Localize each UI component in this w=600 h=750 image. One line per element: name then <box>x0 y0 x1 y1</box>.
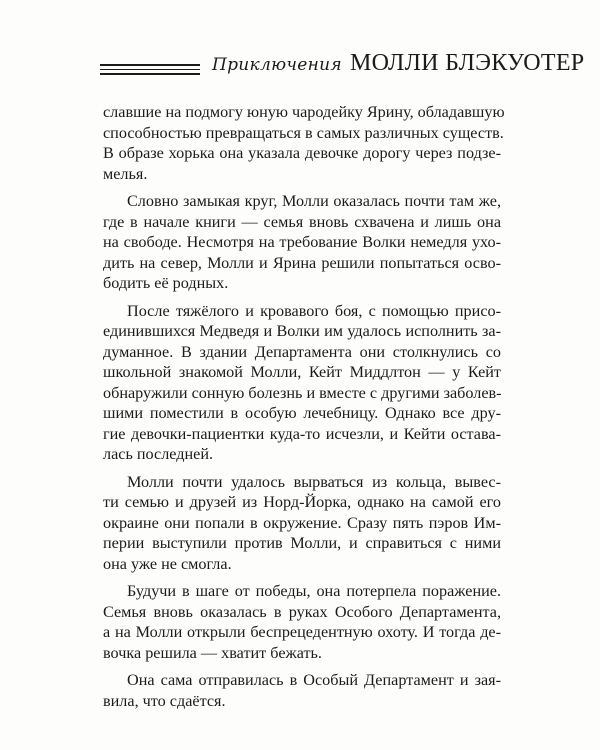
text-line: она уже не смогла. <box>103 554 232 573</box>
page-body <box>103 102 505 718</box>
text-line: школьной знакомой Молли, Кейт Миддлтон — у Кейт <box>103 363 501 381</box>
text-line: После тяжёлого и кровавого боя, с помощью присо- <box>127 301 501 320</box>
text-line: единившихся Медведя и Волки им удалось исполнить за- <box>103 322 501 340</box>
text-line: способностью превращаться в самых различных существ. <box>103 123 504 142</box>
text-line: славшие на подмогу юную чародейку Ярину, обладавшую <box>103 103 505 121</box>
text-line: дить на север, Молли и Ярина решили попытаться осво- <box>103 253 501 272</box>
running-header <box>100 50 585 84</box>
text-line: обнаружили сонную болезнь и вместе с другими заболев- <box>103 383 502 402</box>
text-line: Семья вновь оказалась в руках Особого Департамента, <box>103 602 501 621</box>
text-line: В образе хорька она указала девочке дорогу через подзе- <box>103 144 501 162</box>
paragraph <box>103 670 501 711</box>
book-title: МОЛЛИ БЛЭКУОТЕР <box>349 50 585 76</box>
paragraph <box>103 581 501 663</box>
paragraph <box>103 102 505 184</box>
text-line: мелья. <box>103 164 148 183</box>
text-line: думанное. В здании Департамента они столкнулись со <box>103 342 501 361</box>
text-line: шими поместили в особую лечебницу. Однако все дру- <box>103 404 501 422</box>
text-line: окраине они попали в окружение. Сразу пять пэров Им- <box>103 513 501 532</box>
header-rule <box>100 69 200 71</box>
text-line: Она сама отправилась в Особый Департамент и зая- <box>127 671 501 689</box>
header-title <box>212 50 584 77</box>
header-rules <box>100 64 200 75</box>
header-rule <box>100 73 200 75</box>
text-line: а на Молли открыли беспрецедентную охоту. И тогда де- <box>103 623 501 641</box>
text-line: Будучи в шаге от победы, она потерпела поражение. <box>127 582 501 600</box>
text-line: Словно замыкая круг, Молли оказалась почти там же, <box>127 192 501 210</box>
paragraph <box>103 191 501 294</box>
text-line: вочка решила — хватит бежать. <box>103 643 322 662</box>
text-line: где в начале книги — семья вновь схвачена и лишь она <box>103 212 501 231</box>
text-line: бодить её родных. <box>103 274 229 292</box>
series-name: Приключения <box>212 55 342 75</box>
header-rule <box>100 64 200 66</box>
text-line: лась последней. <box>103 445 214 463</box>
text-line: на свободе. Несмотря на требование Волки немедля ухо- <box>103 233 501 251</box>
text-line: перии выступили против Молли, и справиться с ними <box>103 534 501 552</box>
text-line: Молли почти удалось вырваться из кольца, вывес- <box>127 472 501 491</box>
text-line: гие девочки-пациентки куда-то исчезли, и Кейти остава- <box>103 424 501 443</box>
text-line: ти семью и друзей из Норд-Йорка, однако на самой его <box>103 493 501 511</box>
paragraph <box>103 472 501 575</box>
text-line: вила, что сдаётся. <box>103 691 226 710</box>
paragraph <box>103 301 501 465</box>
